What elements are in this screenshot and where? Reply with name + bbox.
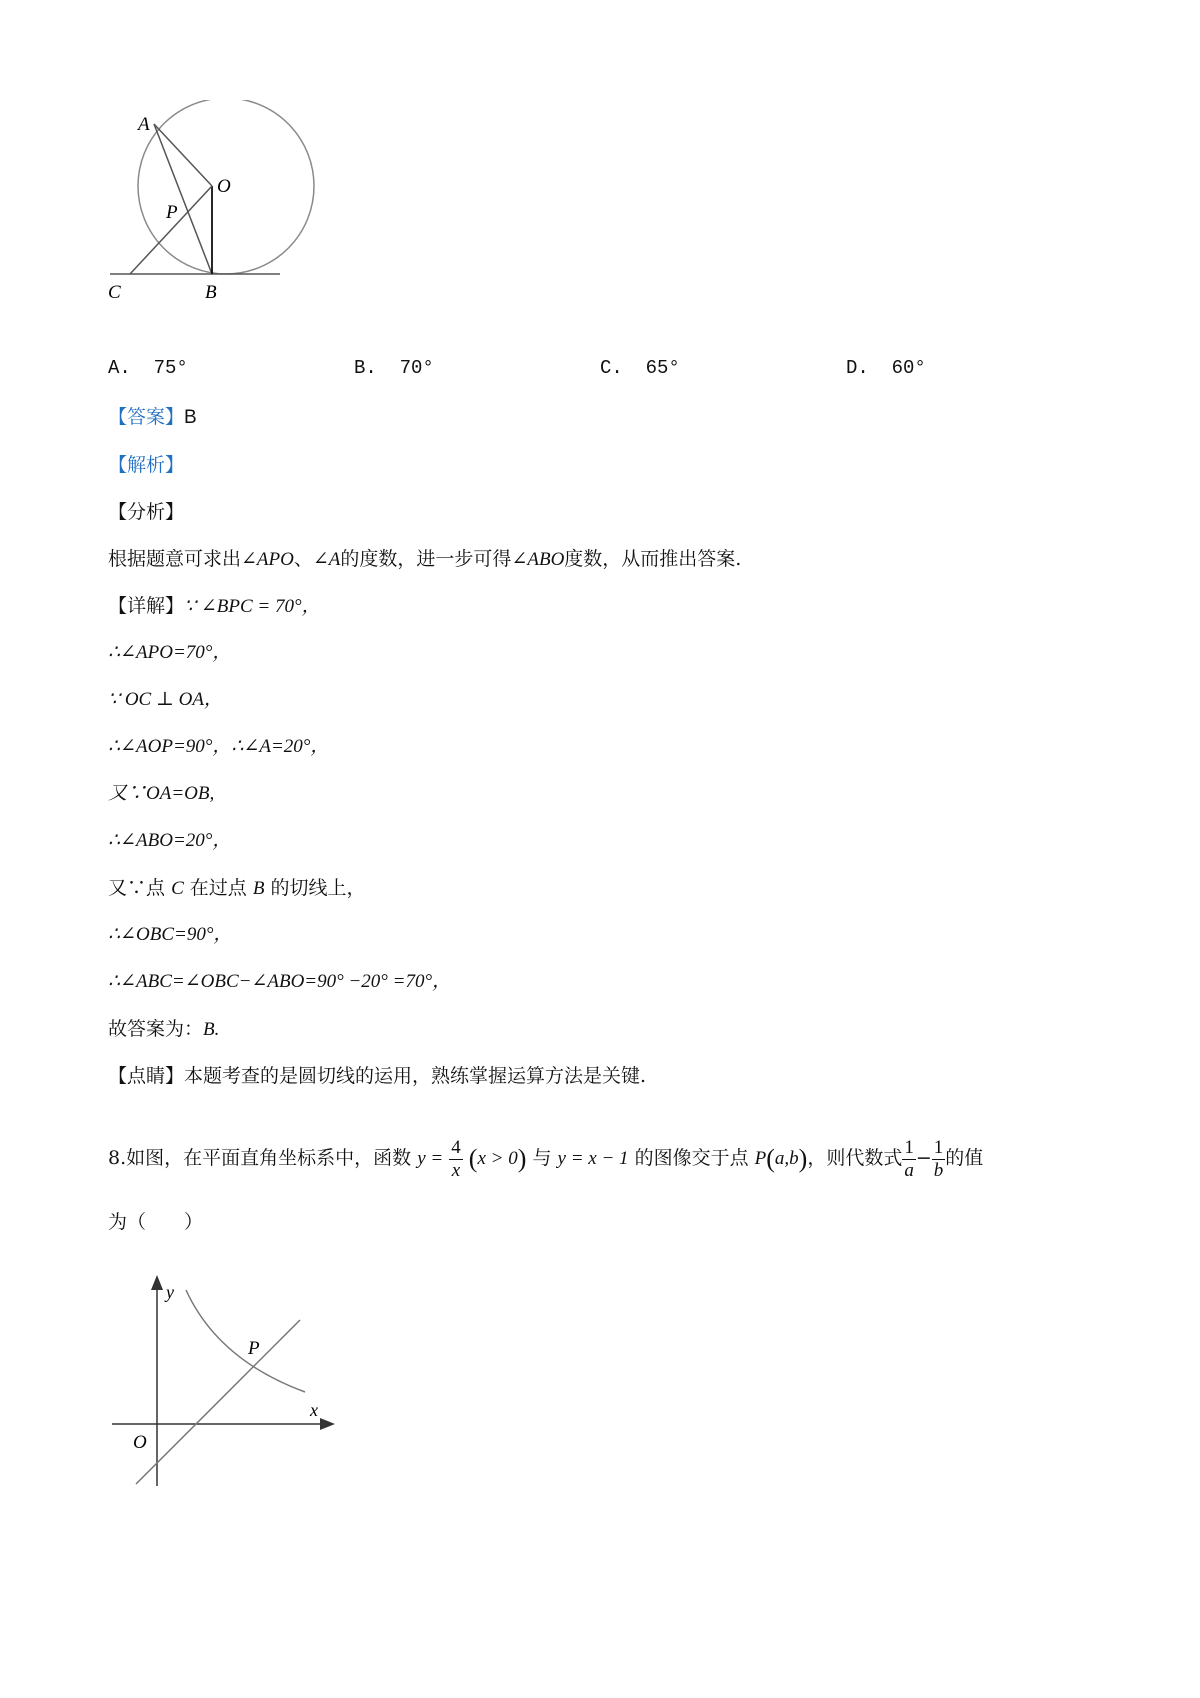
detail-line-1: 【详解】∵ ∠BPC = 70°， xyxy=(108,595,321,617)
fraction-4-over-x: $\frac{4}{x}$ xyxy=(451,1136,461,1181)
label-p: P xyxy=(248,1338,260,1359)
question-8: 8.如图，在平面直角坐标系中，函数 y = $\frac{4}{x}$ (x > 0) 与 y = x − 1 的图像交于点 P(a,b)，则代数式 $\frac{1}{a}$ − $\frac{1}{b}$ 的值 xyxy=(108,1136,984,1181)
fraction-1-over-a: $\frac{1}{a}$ xyxy=(904,1136,914,1181)
detail-line-2: ∴∠APO=70°， xyxy=(108,642,232,663)
detail-line-10: 故答案为：B. xyxy=(108,1018,220,1040)
answer-value: B xyxy=(184,407,197,428)
segment-ao xyxy=(154,124,212,186)
analysis-tag: 【解析】 xyxy=(108,454,185,476)
label-b: B xyxy=(205,282,217,303)
label-x: x xyxy=(310,1400,318,1420)
hyperbola-curve xyxy=(186,1290,305,1392)
label-o: O xyxy=(133,1432,147,1453)
detail-line-6: ∴∠ABO=20°， xyxy=(108,830,232,851)
geometry-figure xyxy=(100,100,320,330)
option-b: B. 70° xyxy=(354,357,434,379)
fraction-1-over-b: $\frac{1}{b}$ xyxy=(933,1136,944,1181)
dianjing-line: 【点睛】本题考查的是圆切线的运用，熟练掌握运算方法是关键. xyxy=(108,1065,647,1087)
detail-line-4: ∴∠AOP=90°，∴∠A=20°， xyxy=(108,736,330,757)
coordinate-figure xyxy=(100,1270,340,1500)
question-8-line-2: 为（ ） xyxy=(108,1211,204,1233)
fenxi-text: 根据题意可求出∠APO、∠A的度数，进一步可得∠ABO度数，从而推出答案. xyxy=(108,548,742,570)
detail-line-3: ∵ OC ⊥ OA， xyxy=(108,689,223,710)
detail-line-9: ∴∠ABC=∠OBC−∠ABO=90° −20° =70°， xyxy=(108,971,452,992)
detail-line-5: 又∵OA=OB, xyxy=(108,783,215,804)
label-c: C xyxy=(108,282,121,303)
answer-line xyxy=(108,404,197,431)
option-d: D. 60° xyxy=(846,357,926,379)
label-o: O xyxy=(217,176,231,197)
detail-line-7: 又∵点 C 在过点 B 的切线上， xyxy=(108,877,366,899)
option-a: A. 75° xyxy=(108,357,188,379)
option-c: C. 65° xyxy=(600,357,680,379)
fenxi-tag: 【分析】 xyxy=(108,501,185,523)
straight-line xyxy=(136,1320,300,1484)
segment-ab xyxy=(154,124,212,274)
detail-line-8: ∴∠OBC=90°， xyxy=(108,924,233,945)
label-y: y xyxy=(166,1282,174,1302)
segment-co xyxy=(130,186,212,274)
label-a: A xyxy=(138,114,150,135)
label-p: P xyxy=(166,202,178,223)
answer-tag: 【答案】 xyxy=(108,406,185,428)
